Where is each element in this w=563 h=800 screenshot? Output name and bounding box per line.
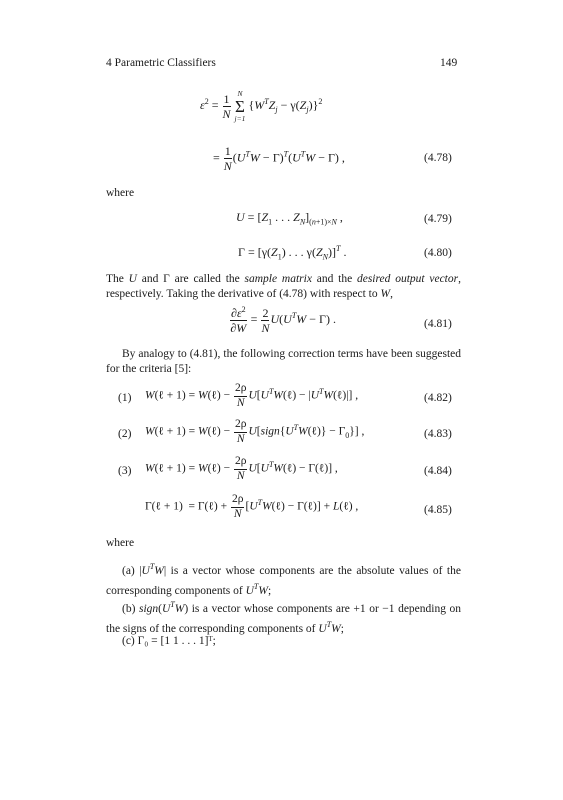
equation-4-83: W(ℓ + 1) = W(ℓ) − $\frac{2\rho}{N}$ $U[sign\{U^TW(\ell)\} - \Gamma_0\}$] , <box>145 418 365 445</box>
equation-4-81: $\frac{\partial\varepsilon^2}{\partial W}$ = $\frac{2}{N}$ $U(U^TW - \Gamma)$ . <box>230 305 336 335</box>
equation-4-84: W(ℓ + 1) = W(ℓ) − $\frac{2\rho}{N}$ $U[U^TW(\ell)$ − Γ(ℓ)] , <box>145 455 338 482</box>
where-label: where <box>106 187 135 199</box>
equation-number-4-85: (4.85) <box>424 504 452 516</box>
equation-number-4-78: (4.78) <box>424 152 452 164</box>
equation-4-78-line-2: = $\frac{1}{N}$ $(U^TW - \Gamma)^T(U^TW - \Gamma)$ , <box>213 144 345 173</box>
equation-4-82: W(ℓ + 1) = W(ℓ) − $\frac{2\rho}{N}$ $U[U^TW(\ell)$ − $|U^TW(\ell)|$] , <box>145 382 359 409</box>
definition-item-b: (b) $sign(U^TW)$ is a vector whose components are +1 or −1 depending on the signs of the corresponding components of $U^TW$; <box>106 600 462 635</box>
equation-label-3: (3) <box>118 465 132 477</box>
equation-4-78-line-1: $\varepsilon^2$ = $\frac{1}{N}$ N Σ j=1 $\{W^TZ_j - \gamma(Z_j)\}^2$ <box>200 89 323 123</box>
paragraph-correction-terms: By analogy to (4.81), the following correction terms have been suggested for the criteria [5]: <box>106 348 461 375</box>
equation-4-85: Γ(ℓ + 1) = Γ(ℓ) + $\frac{2\rho}{N}$ [$U^TW(\ell)$ − Γ(ℓ)] + L(ℓ) , <box>145 493 359 520</box>
equation-number-4-79: (4.79) <box>424 213 452 225</box>
equation-label-2: (2) <box>118 428 132 440</box>
definition-item-c: (c) Γ₀ = [1 1 . . . 1]ᵀ; <box>122 635 216 647</box>
where-label-2: where <box>106 537 135 549</box>
equation-number-4-84: (4.84) <box>424 465 452 477</box>
equation-number-4-82: (4.82) <box>424 392 452 404</box>
equation-4-80: $\Gamma = [\gamma(Z_1)$ . . . $\gamma(Z_N)]^T$ . <box>238 244 347 262</box>
equation-number-4-80: (4.80) <box>424 247 452 259</box>
paragraph-sample-matrix: The U and Γ are called the sample matrix and the desired output vector, respectively. Taking the derivative of (4.78) with respect to W, <box>106 273 461 300</box>
equation-label-1: (1) <box>118 392 132 404</box>
equation-number-4-81: (4.81) <box>424 318 452 330</box>
definition-item-a: (a) $|U^TW|$ is a vector whose components are the absolute values of the corresponding components of $U^TW$; <box>106 562 461 597</box>
equation-number-4-83: (4.83) <box>424 428 452 440</box>
equation-4-79: $U = [Z_1$ . . . $Z_N]_{(n+1)\times N}$ , <box>236 210 343 227</box>
page-number: 149 <box>440 57 458 69</box>
running-header: 4 Parametric Classifiers <box>106 57 216 69</box>
